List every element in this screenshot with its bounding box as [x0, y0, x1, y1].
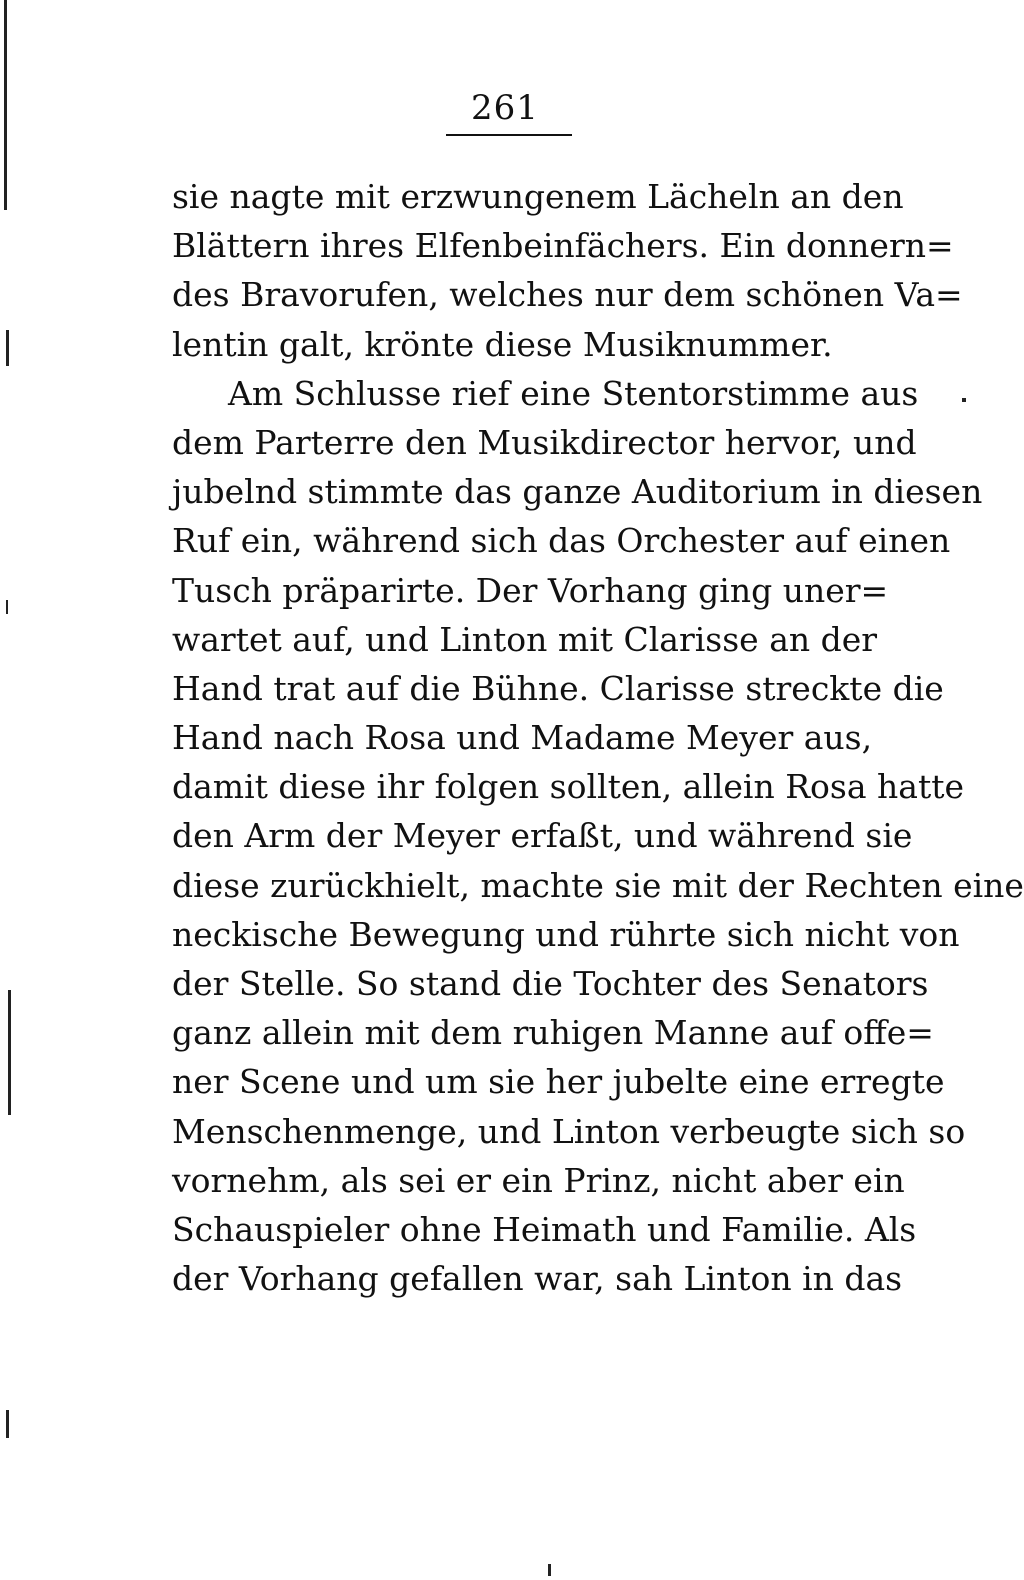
text-line: den Arm der Meyer erfaßt, und während sie	[172, 816, 913, 856]
scan-dot	[962, 398, 966, 402]
text-line: des Bravorufen, welches nur dem schönen Va=	[172, 275, 963, 315]
text-line: vornehm, als sei er ein Prinz, nicht aber ein	[172, 1160, 905, 1200]
text-line: Menschenmenge, und Linton verbeugte sich so	[172, 1111, 966, 1151]
text-line: Tusch präparirte. Der Vorhang ging uner=	[172, 570, 889, 610]
text-line: Blättern ihres Elfenbeinfächers. Ein donnern=	[172, 226, 954, 266]
scan-dot	[548, 1564, 551, 1576]
text-line: der Vorhang gefallen war, sah Linton in das	[172, 1259, 903, 1299]
scan-margin-mark	[6, 1410, 9, 1438]
text-line: Am Schlusse rief eine Stentorstimme aus	[228, 373, 919, 413]
text-line: diese zurückhielt, machte sie mit der Rechten eine	[172, 865, 1024, 905]
body-text	[172, 172, 1024, 1303]
page-number: 261	[471, 88, 539, 128]
text-line: ganz allein mit dem ruhigen Manne auf offe=	[172, 1013, 934, 1053]
text-line: neckische Bewegung und rührte sich nicht von	[172, 914, 960, 954]
text-line: ner Scene und um sie her jubelte eine erregte	[172, 1062, 945, 1102]
text-line: sie nagte mit erzwungenem Lächeln an den	[172, 177, 904, 216]
scan-margin-mark	[6, 330, 9, 366]
text-line: Hand trat auf die Bühne. Clarisse streckte die	[172, 668, 944, 708]
text-line: damit diese ihr folgen sollten, allein Rosa hatte	[172, 767, 964, 807]
text-line: dem Parterre den Musikdirector hervor, und	[172, 422, 917, 462]
scan-margin-mark	[4, 0, 7, 210]
text-line: der Stelle. So stand die Tochter des Senators	[172, 964, 929, 1003]
text-line: jubelnd stimmte das ganze Auditorium in diesen	[172, 472, 983, 512]
text-line: wartet auf, und Linton mit Clarisse an der	[172, 619, 878, 659]
text-line: Ruf ein, während sich das Orchester auf einen	[172, 521, 951, 561]
text-line: Schauspieler ohne Heimath und Familie. Als	[172, 1209, 917, 1249]
text-line: lentin galt, krönte diese Musiknummer.	[172, 324, 833, 364]
scan-margin-mark	[8, 990, 11, 1115]
scan-margin-mark	[6, 600, 8, 614]
text-line: Hand nach Rosa und Madame Meyer aus,	[172, 718, 873, 758]
header-rule	[446, 134, 572, 136]
